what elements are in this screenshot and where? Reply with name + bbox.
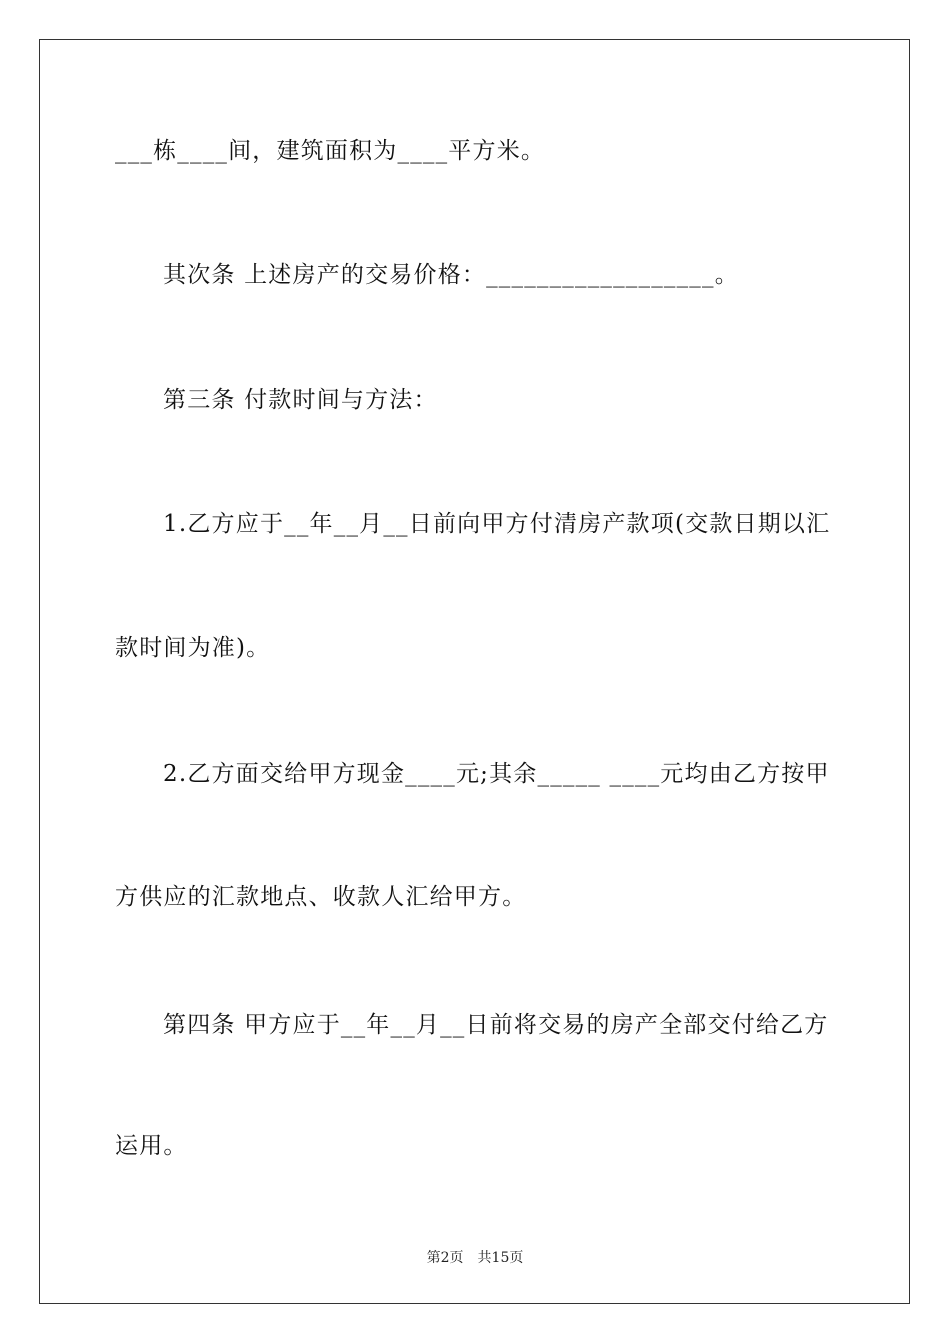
text-line-item-1: 1.乙方应于__年__月__日前向甲方付清房产款项(交款日期以汇	[163, 511, 831, 537]
text-line-article-4: 第四条 甲方应于__年__月__日前将交易的房产全部交付给乙方	[163, 1012, 829, 1038]
page-frame	[39, 39, 910, 1304]
text-line-article-2-price: 其次条 上述房产的交易价格：__________________。	[163, 262, 739, 288]
text-line-item-2: 2.乙方面交给甲方现金____元;其余_____ ____元均由乙方按甲	[163, 761, 830, 787]
text-line-building-area: ___栋____间，建筑面积为____平方米。	[115, 138, 546, 164]
text-line-article-3-heading: 第三条 付款时间与方法：	[163, 387, 438, 413]
text-line-item-1-continued: 款时间为准)。	[115, 635, 271, 661]
page-number-footer: 第2页 共15页	[426, 1250, 524, 1266]
text-line-article-4-continued: 运用。	[115, 1133, 188, 1159]
text-line-item-2-continued: 方供应的汇款地点、收款人汇给甲方。	[115, 884, 527, 910]
